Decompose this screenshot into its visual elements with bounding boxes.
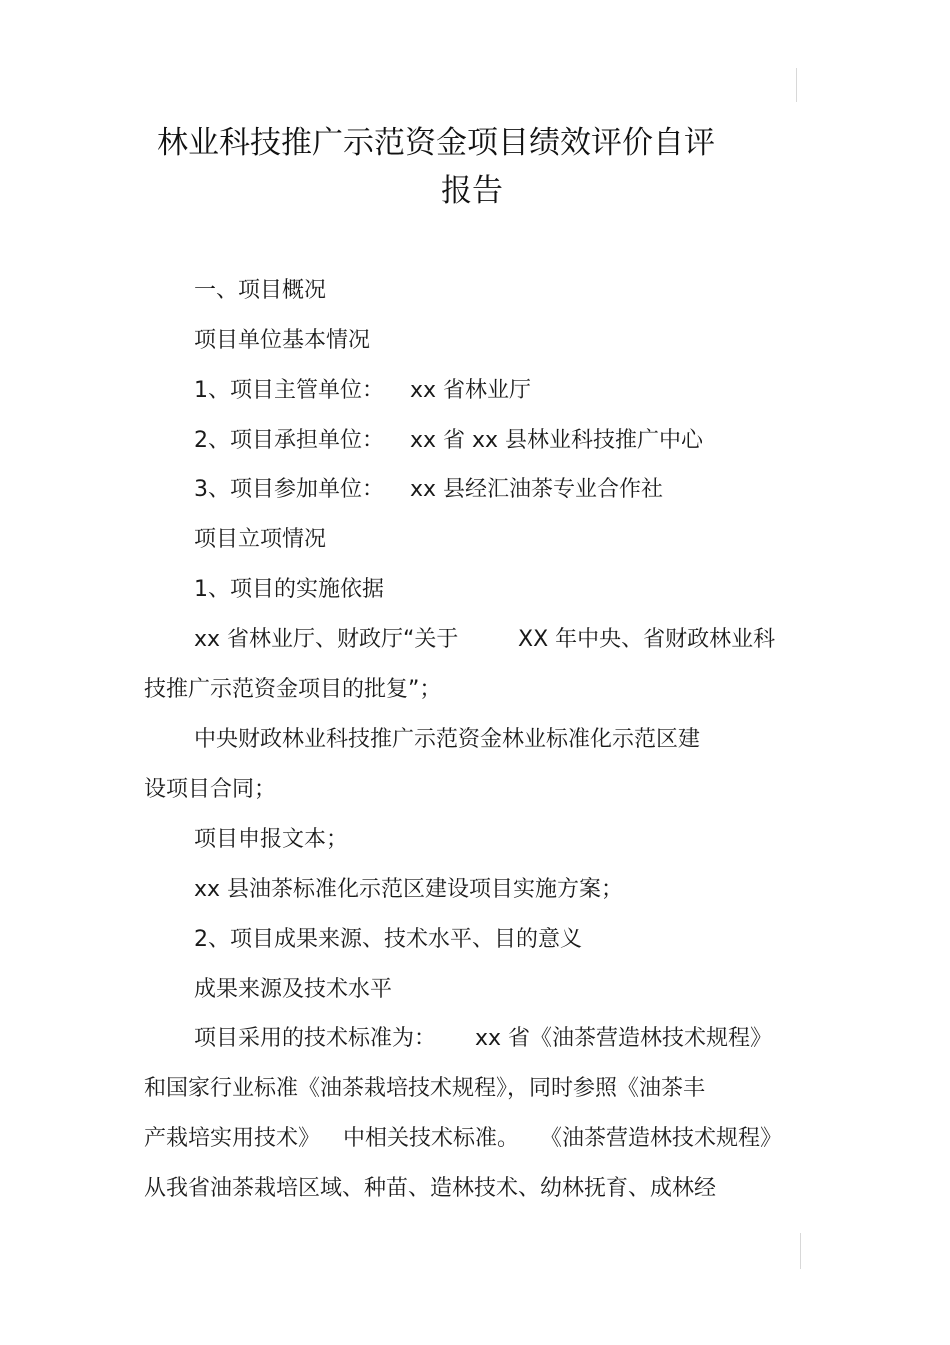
paragraph-line: XX 年中央、省财政林业科: [518, 627, 776, 652]
paragraph-line: [194, 430, 384, 452]
field-label: 1、项目主管单位：: [194, 378, 384, 403]
document-title: 林业科技推广示范资金项目绩效评价自评: [157, 125, 715, 161]
subsection-heading: 项目单位基本情况: [194, 328, 371, 353]
paragraph-line: 设项目合同；: [144, 777, 277, 802]
subsection-heading: 项目立项情况: [194, 527, 327, 552]
paragraph-line: 中相关技术标准。: [343, 1126, 520, 1151]
page-edge-mark: [800, 1233, 801, 1269]
document-title-continued: 报告: [441, 173, 503, 209]
field-value: xx 省 xx 县林业科技推广中心: [410, 428, 704, 453]
section-heading: 一、项目概况: [194, 278, 327, 303]
paragraph-line: xx 县油茶标准化示范区建设项目实施方案；: [194, 877, 624, 902]
paragraph-line: 项目申报文本；: [194, 827, 349, 852]
paragraph-line: 1、项目的实施依据: [194, 577, 384, 602]
page-edge-mark: [796, 68, 797, 102]
paragraph-line: 产栽培实用技术》: [144, 1126, 321, 1151]
subsection-heading: 成果来源及技术水平: [194, 977, 393, 1002]
paragraph-line: xx 省《油茶营造林技术规程》: [475, 1026, 773, 1051]
paragraph-line: 从我省油茶栽培区域、种苗、造林技术、幼林抚育、成林经: [144, 1176, 717, 1201]
field-label: 2、项目承担单位：: [194, 428, 384, 453]
paragraph-line: xx 省林业厅、财政厅“关于: [194, 627, 459, 652]
paragraph-line: 项目采用的技术标准为：: [194, 1026, 437, 1051]
paragraph-line: 2、项目成果来源、技术水平、目的意义: [194, 927, 582, 952]
field-value: xx 县经汇油茶专业合作社: [410, 477, 664, 502]
paragraph-line: [194, 380, 384, 402]
paragraph-line: 和国家行业标准《油茶栽培技术规程》，同时参照《油茶丰: [144, 1076, 706, 1101]
paragraph-line: 技推广示范资金项目的批复”；: [144, 677, 442, 702]
paragraph-line: 中央财政林业科技推广示范资金林业标准化示范区建: [194, 727, 701, 752]
paragraph-line: [194, 479, 384, 501]
field-label: 3、项目参加单位：: [194, 477, 384, 502]
field-value: xx 省林业厅: [410, 378, 532, 403]
paragraph-line: 《油茶营造林技术规程》: [540, 1126, 783, 1151]
